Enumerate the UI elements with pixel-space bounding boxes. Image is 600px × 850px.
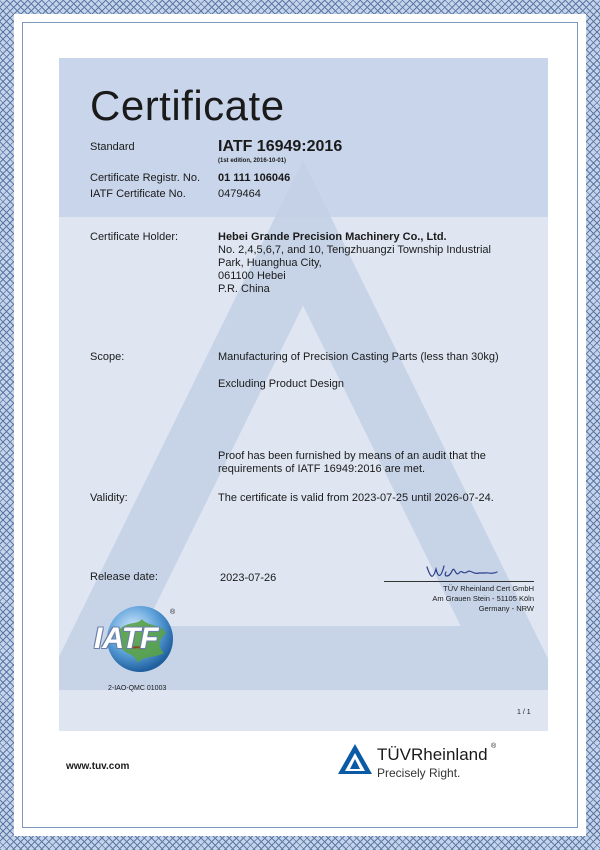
website-link[interactable]: www.tuv.com (66, 761, 130, 772)
iatf-logo-code: 2-IAO-QMC 01003 (108, 685, 167, 692)
iatf-cert-label: IATF Certificate No. (90, 188, 186, 200)
holder-address-line: P.R. China (218, 283, 270, 295)
certificate-panel (59, 58, 548, 731)
footer (59, 731, 548, 801)
issuer-address: Am Grauen Stein - 51105 Köln (432, 594, 534, 603)
scope-exclusion: Excluding Product Design (218, 378, 344, 390)
holder-address-line: 061100 Hebei (218, 270, 286, 282)
standard-edition: (1st edition, 2016-10-01) (218, 158, 287, 164)
holder-address-line: No. 2,4,5,6,7, and 10, Tengzhuangzi Township Industrial (218, 244, 491, 256)
scope-label: Scope: (90, 351, 125, 363)
issuer-name: TÜV Rheinland Cert GmbH (443, 584, 534, 593)
iatf-logo (90, 599, 180, 679)
holder-name: Hebei Grande Precision Machinery Co., Ltd. (218, 231, 447, 243)
registration-label: Certificate Registr. No. (90, 172, 201, 184)
tuv-triangle-icon (336, 742, 374, 776)
registration-value: 01 111 106046 (218, 172, 291, 184)
signature (425, 563, 515, 583)
validity-label: Validity: (90, 492, 128, 504)
signature-line (384, 581, 534, 582)
scope-line: Manufacturing of Precision Casting Parts (less than 30kg) (218, 351, 499, 363)
validity-value: The certificate is valid from 2023-07-25 until 2026-07-24. (218, 492, 494, 504)
holder-address-line: Park, Huanghua City, (218, 257, 322, 269)
release-label: Release date: (90, 571, 158, 583)
standard-label: Standard (90, 141, 135, 153)
issuer-country: Germany - NRW (478, 604, 534, 613)
release-value: 2023-07-26 (220, 572, 277, 584)
standard-value: IATF 16949:2016 (218, 138, 343, 155)
page-title: Certificate (90, 82, 285, 129)
tuv-brand-name: TÜVRheinland (377, 745, 488, 764)
tuv-tagline: Precisely Right. (377, 766, 461, 780)
proof-line: requirements of IATF 16949:2016 are met. (218, 463, 426, 475)
iatf-logo-text: IATF (94, 622, 159, 655)
proof-line: Proof has been furnished by means of an audit that the (218, 450, 486, 462)
holder-label: Certificate Holder: (90, 231, 179, 243)
iatf-cert-value: 0479464 (218, 188, 261, 200)
iatf-registered-mark: ® (170, 609, 176, 616)
tuv-registered-mark: ® (491, 743, 497, 750)
page-number: 1 / 1 (517, 709, 531, 716)
